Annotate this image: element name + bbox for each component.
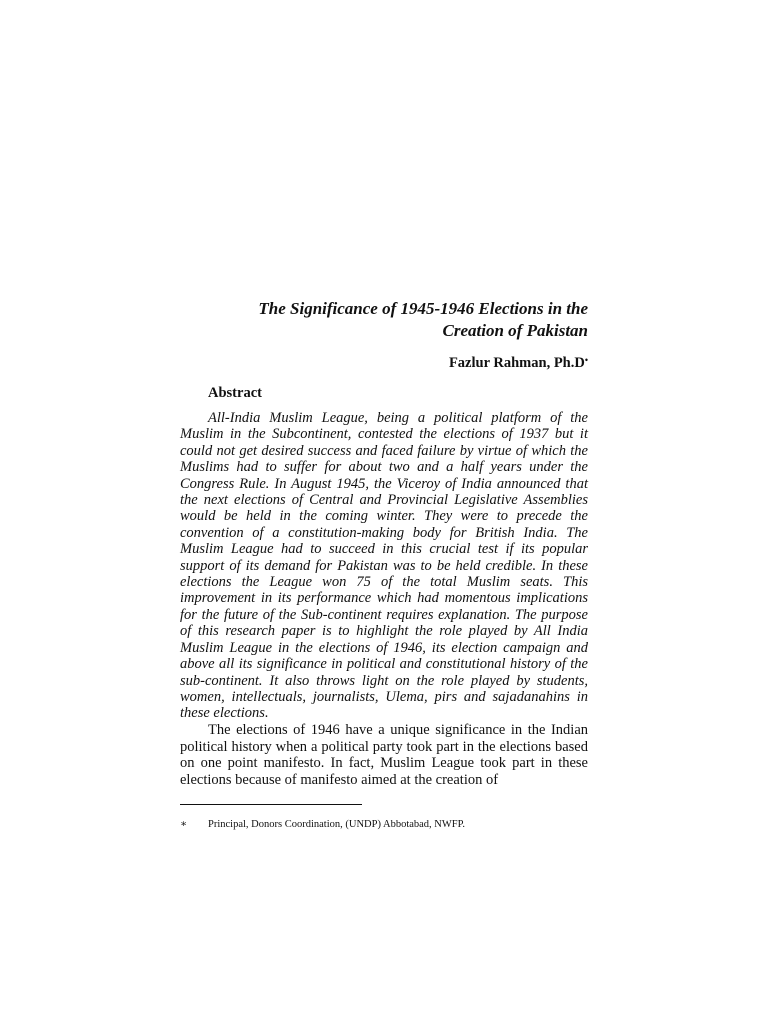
footnote-marker: ∗ xyxy=(180,819,188,830)
footnote-divider xyxy=(180,804,362,805)
title-line-1: The Significance of 1945-1946 Elections in the xyxy=(258,299,588,318)
footnote-text: Principal, Donors Coordination, (UNDP) Abbotabad, NWFP. xyxy=(208,819,465,830)
title-line-2: Creation of Pakistan xyxy=(442,321,588,340)
body-paragraph: The elections of 1946 have a unique significance in the Indian political history when a political party took part in the elections based on one point manifesto. In fact, Muslim League took part in these elections because of manifesto aimed at the creation of xyxy=(180,722,588,788)
author-name xyxy=(180,354,588,372)
article-title xyxy=(180,298,588,342)
abstract-text: All-India Muslim League, being a political platform of the Muslim in the Subcontinent, contested the elections of 1937 but it could not get desired success and faced failure by virtue of which the Muslims had to suffer for about two and a half years under the Congress Rule. In August 1945, the Viceroy of India announced that the next elections of Central and Provincial Legislative Assemblies would be held in the coming winter. They were to precede the convention of a constitution-making body for British India. The Muslim League had to succeed in this crucial test if its popular support of its demand for Pakistan was to be held credible. In these elections the League won 75 of the total Muslim seats. This improvement in its performance which had momentous implications for the future of the Sub-continent requires explanation. The purpose of this research paper is to highlight the role played by All India Muslim League in the elections of 1946, its election campaign and above all its significance in political and constitutional history of the sub-continent. It also throws light on the role played by students, women, intellectuals, journalists, Ulema, pirs and sajadanahins in these elections. xyxy=(180,410,588,722)
author-text: Fazlur Rahman, Ph.D xyxy=(448,355,585,371)
author-footnote-mark: • xyxy=(584,355,588,365)
abstract-heading: Abstract xyxy=(208,385,262,401)
